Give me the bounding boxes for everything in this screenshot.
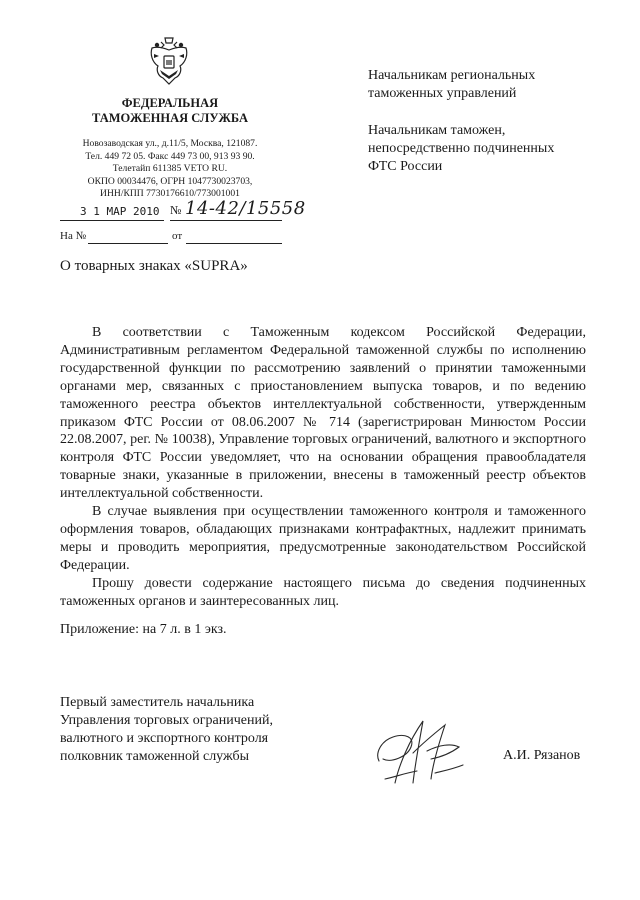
signatory-line-4: полковник таможенной службы	[60, 749, 250, 764]
address-line-1: Новозаводская ул., д.11/5, Москва, 121087.	[82, 138, 258, 149]
addressee-1-line-2: таможенных управлений	[368, 86, 517, 101]
inn-kpp-line: ИНН/КПП 7730176610/773001001	[100, 188, 240, 199]
date-underline	[60, 220, 164, 221]
reply-to-label: На №	[60, 230, 87, 242]
addressee-1-line-1: Начальникам региональных	[368, 68, 536, 83]
teletype-line: Телетайп 611385 VETO RU.	[112, 163, 228, 174]
reply-date-label: от	[172, 230, 183, 242]
signatory-line-1: Первый заместитель начальника	[60, 695, 255, 710]
reply-date-blank	[186, 243, 282, 244]
org-name-line-1: ФЕДЕРАЛЬНАЯ	[121, 96, 219, 110]
body-paragraph-1: В соответствии с Таможенным кодексом Российской Федерации, Административным регламентом Федеральной таможенной службы по исполнению государственной функции по рассмотрению заявлений о принятии таможенными органами мер, связанных с приостановлением выпуска товаров, и по ведению таможенного реестра объектов интеллектуальной собственности, утвержденным приказом ФТС России от 08.06.2007 № 714 (зарегистрирован Минюстом России 22.08.2007, рег. № 10038), Управление торговых ограничений, валютного и экспортного контроля ФТС России уведомляет, что на основании обращения правообладателя товарные знаки, указанные в приложении, внесены в таможенный реестр объектов интеллектуальной собственности.	[60, 325, 586, 502]
handwritten-signature	[365, 713, 475, 791]
addressee-2-line-1: Начальникам таможен,	[368, 123, 506, 138]
body-paragraph-3: Прошу довести содержание настоящего письма до сведения подчиненных таможенных органов и заинтересованных лиц.	[60, 575, 586, 609]
registration-number: 14-42/15558	[185, 198, 306, 219]
registration-date: 3 1 МАР 2010	[80, 205, 160, 218]
signatory-line-3: валютного и экспортного контроля	[60, 731, 269, 746]
number-underline	[170, 220, 282, 221]
org-name-line-2: ТАМОЖЕННАЯ СЛУЖБА	[92, 111, 248, 125]
signer-name: А.И. Рязанов	[503, 748, 581, 763]
signatory-line-2: Управления торговых ограничений,	[60, 713, 273, 728]
body-paragraph-2: В случае выявления при осуществлении таможенного контроля и таможенного оформления товаров, обладающих признаками контрафактных, надлежит принимать меры и проводить мероприятия, предусмотренные законодательством Российской Федерации.	[60, 504, 586, 573]
signatory-position	[60, 694, 320, 766]
letter-body	[60, 324, 586, 611]
phone-line: Тел. 449 72 05. Факс 449 73 00, 913 93 90.	[85, 150, 255, 162]
letter-subject: О товарных знаках «SUPRA»	[60, 258, 248, 274]
okpo-ogrn-line: ОКПО 00034476, ОГРН 1047730023703,	[87, 175, 253, 187]
number-sign: №	[170, 203, 182, 217]
addressee-2-line-2: непосредственно подчиненных	[368, 141, 555, 156]
coat-of-arms-emblem	[146, 36, 192, 88]
attachment-note: Приложение: на 7 л. в 1 экз.	[60, 622, 227, 637]
reply-number-blank	[88, 243, 168, 244]
addressee-2-line-3: ФТС России	[368, 159, 443, 174]
